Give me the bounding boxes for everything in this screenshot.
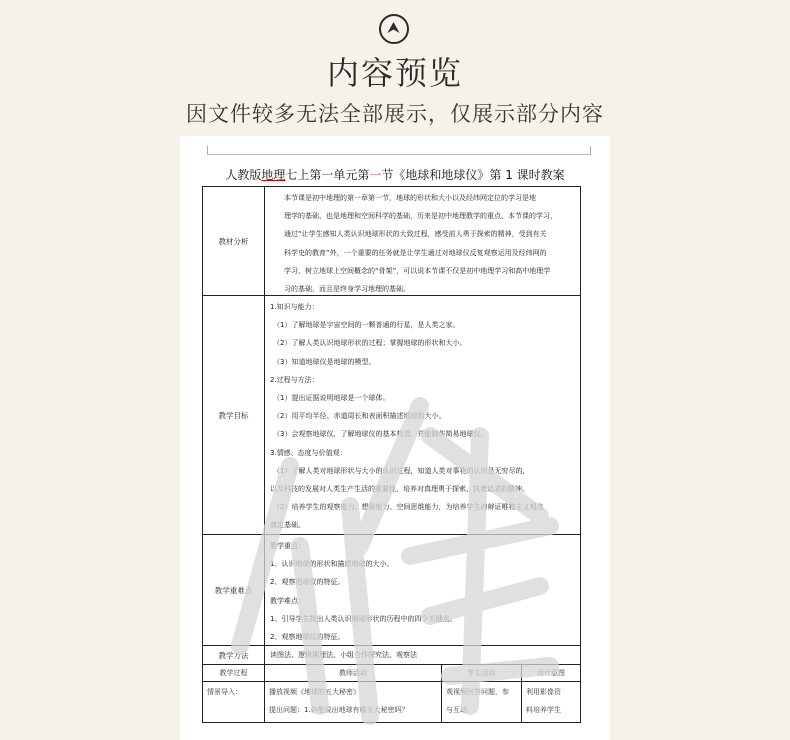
page-title: 内容预览 xyxy=(326,54,463,92)
table-row-method xyxy=(203,645,580,664)
table-row-keypoints xyxy=(203,534,580,645)
student-activity: 观视频回答问题，参 与互动 xyxy=(442,682,522,722)
document-title: 人教版地理七上第一单元第一节《地球和地球仪》第 1 课时教案 xyxy=(225,168,565,182)
table-row-process-header xyxy=(203,664,580,681)
column-header: 教师活动 xyxy=(265,665,442,681)
row-label: 教材分析 xyxy=(203,187,265,295)
lesson-plan-table xyxy=(202,186,581,723)
column-header: 教学过程 xyxy=(203,665,265,681)
column-header: 学生活动 xyxy=(442,665,522,681)
row-content: 本节课是初中地理的第一章第一节，地球的形状和大小以及经纬网定位的学习是地 理学的基础，也是地理和空间科学的基础，历来是初中地理教学的重点。本节课的学习， 通过“让学生感知人类认识地球形状的大致过程，感受前人勇于探索的精神，受到有关 科学史的教育”外，一个重要的任务就是让学生通过对地球仪反复观察运用及经纬网的 学习，树立地球上空间概念的“骨架”，可以说本节课不仅是初中地理学习和高中地理学 习的基础，而且是终身学习地理的基础。 xyxy=(284,194,557,294)
row-content: 1.知识与能力： （1）了解地球是宇宙空间的一颗普通的行星，是人类之家。 （2）了解人类认识地球形状的过程；掌握地球的形状和大小。 （3）知道地球仪是地球的模型。 2.过程与方法： （1）提出证据说明地球是一个球体。 （2）用平均半径、赤道周长和表面积描述地球的大小。 （3）会观察地球仪，了解地球仪的基本构造，并能制作简易地球仪。 3.情感、态度与价值观： （1）了解人类对地球形状与大小的认识过程，知道人类对事物的认识是无穷尽的， 以及科技的发展对人类生产生活的重要性，培养对真理勇于探索、执着追求的精神。 （2）培养学生的观察能力、想象能力、空间思维能力，为培养学生的辩证唯物主义观点 奠定基础。 xyxy=(270,303,544,530)
row-label: 教学重难点 xyxy=(203,535,265,645)
table-row-material xyxy=(203,187,580,295)
row-label: 教学目标 xyxy=(203,296,265,534)
row-label: 情景导入： xyxy=(203,682,265,722)
table-row-goals xyxy=(203,295,580,534)
row-content: 教学重点： 1、认识地球的形状和描述地球的大小。 2、观察地球仪的特征。 教学难点： 1、引导学生找出人类认识地球形状的历程中的四个关键点。 2、观察地球仪的特征。 xyxy=(270,542,457,642)
page-header-rule xyxy=(207,154,591,155)
page-subtitle: 因文件较多无法全部展示，仅展示部分内容 xyxy=(186,102,604,126)
document-preview xyxy=(180,136,610,740)
row-content: 读图法、逻辑推理法、小组合作探究法、观察法 xyxy=(270,651,417,659)
design-intent: 利用影像资 料培养学生 xyxy=(526,688,561,714)
table-row-intro xyxy=(203,681,580,722)
chevron-up-circle-icon[interactable] xyxy=(379,14,409,44)
teacher-activity: 播放视频《地球的五大秘密》 提出问题：1.你能说出地球有哪五大秘密吗？ xyxy=(265,682,442,722)
row-label: 教学方法 xyxy=(203,646,265,664)
column-header: 设计意图 xyxy=(537,669,565,677)
preview-header xyxy=(0,0,790,130)
